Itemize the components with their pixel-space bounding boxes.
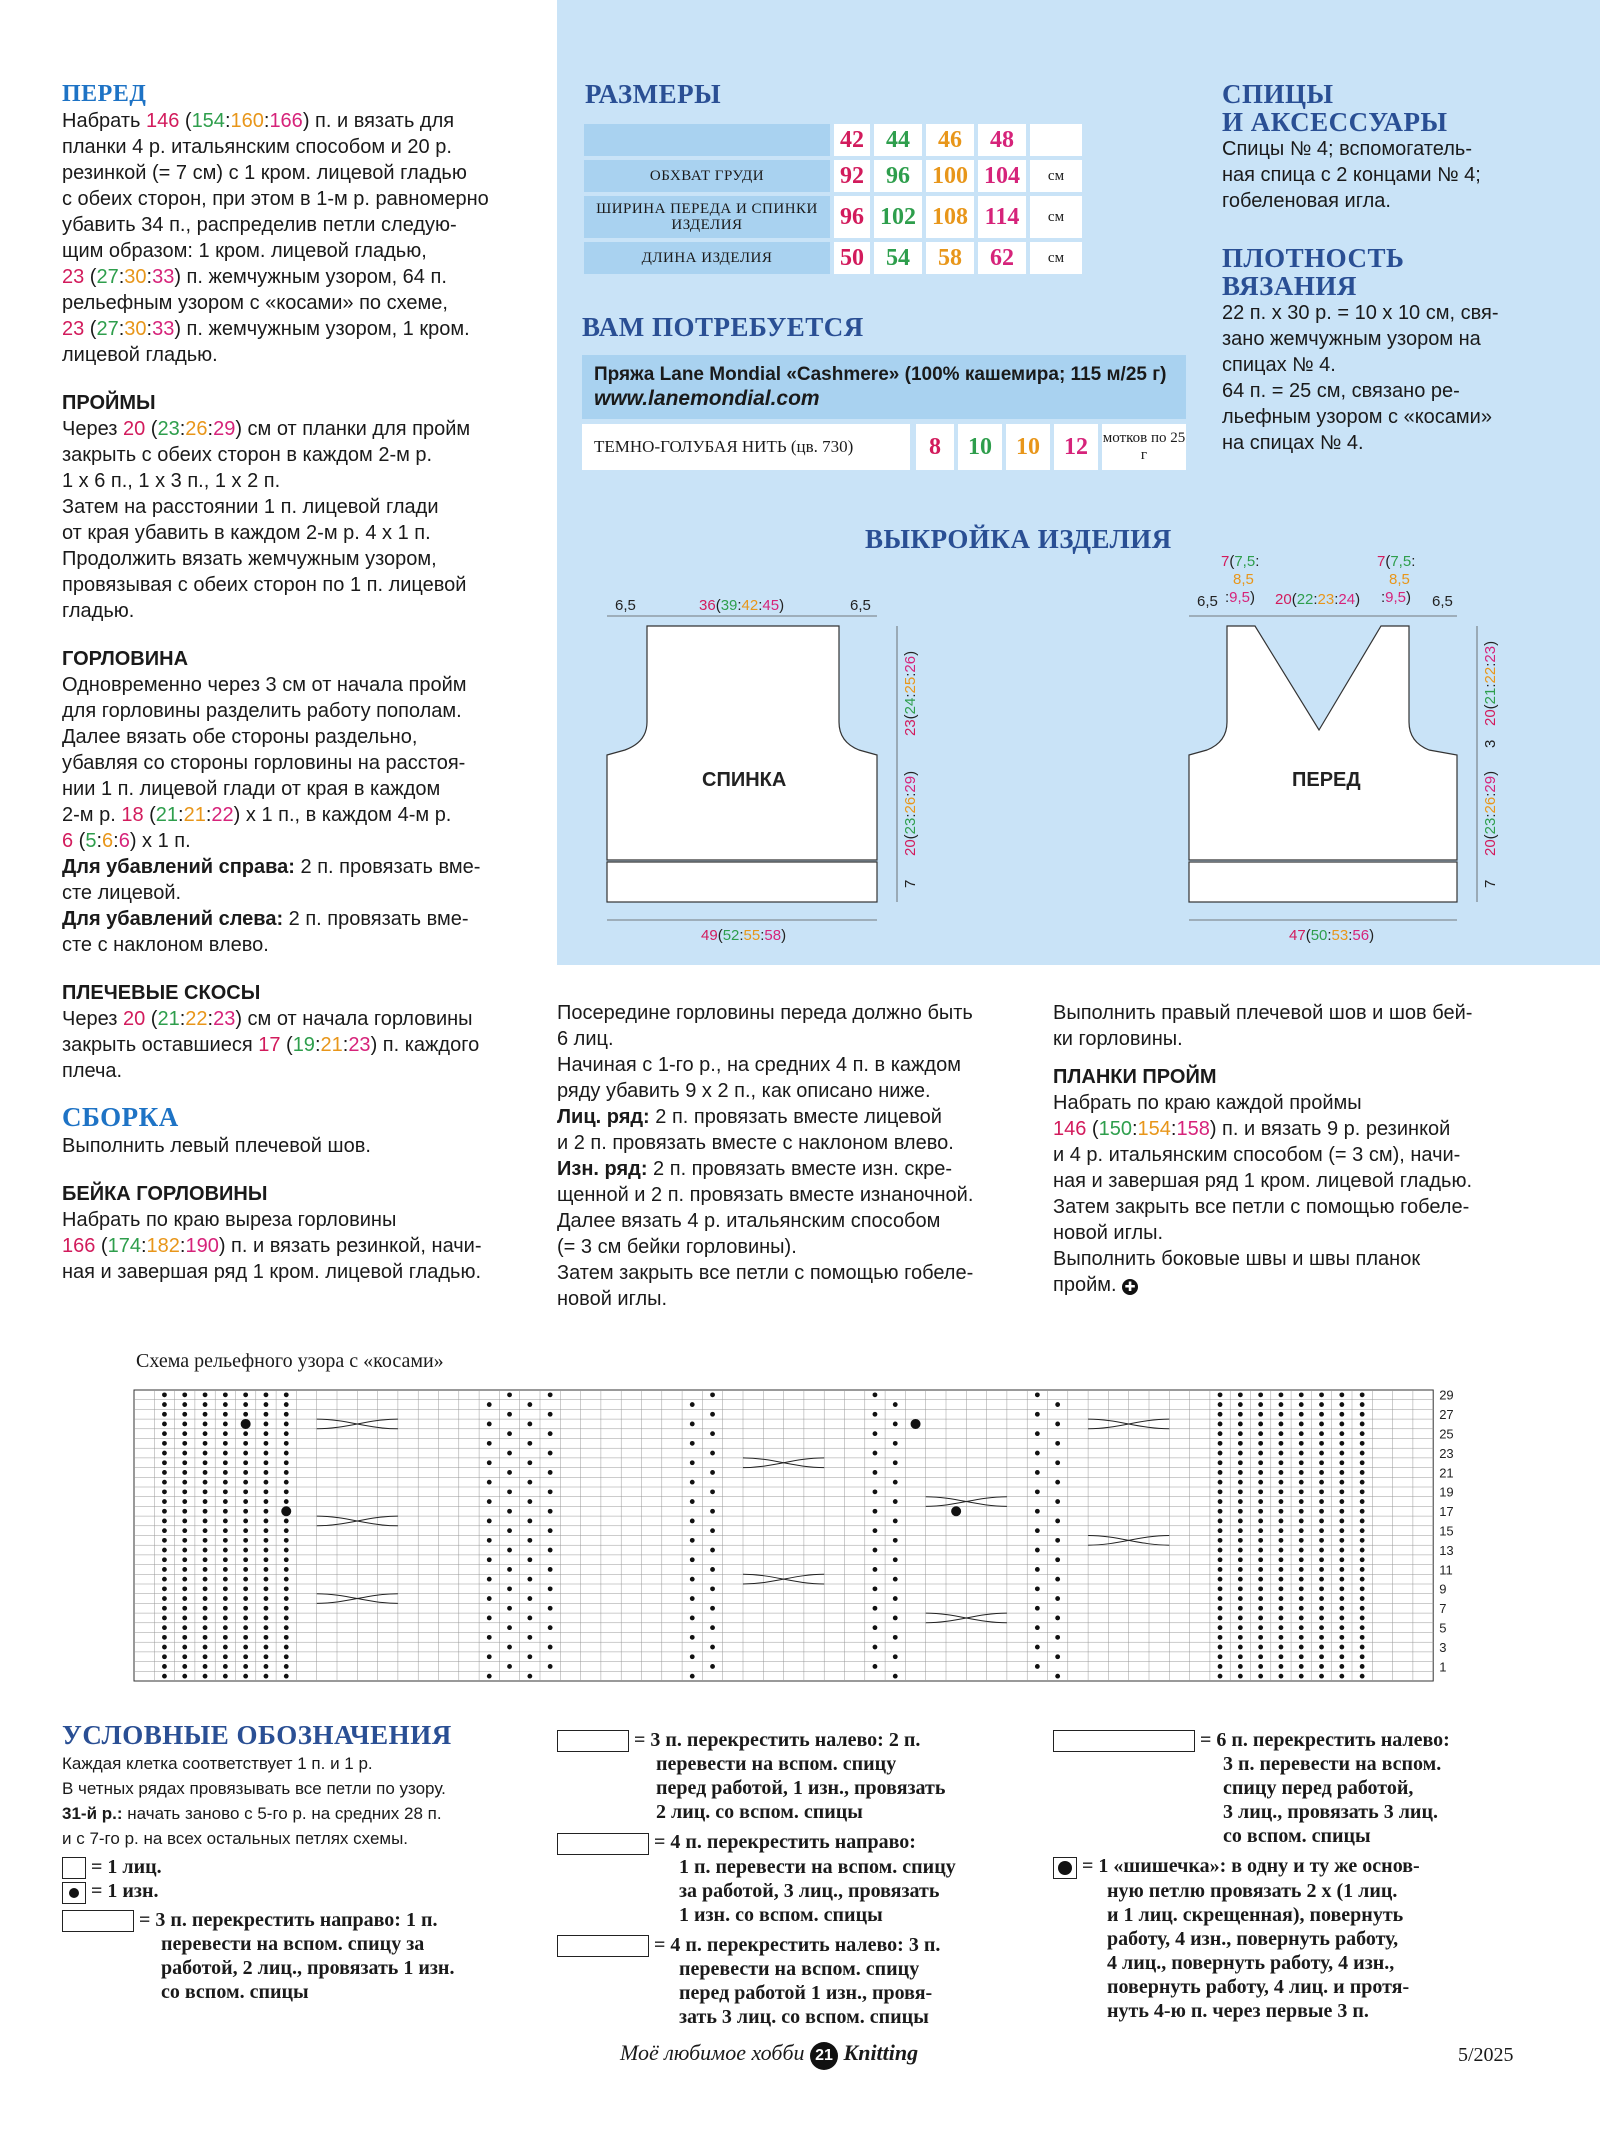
cell: 96 <box>874 160 922 192</box>
legend-item: нуть 4-ю п. через первые 3 п. <box>1107 1999 1369 2022</box>
cell: 62 <box>978 242 1026 274</box>
legend-item: = 4 п. перекрестить налево: 3 п. <box>654 1933 941 1956</box>
chart-row-number: 11 <box>1439 1562 1453 1578</box>
legend-note: начать заново с 5-го р. на средних 28 п. <box>122 1804 442 1823</box>
front-shoulder-width-left-m: :9,5) <box>1225 589 1256 606</box>
chart-row-number: 17 <box>1439 1504 1454 1520</box>
assembly-title: СБОРКА <box>62 1102 179 1132</box>
footer <box>620 2040 918 2070</box>
cell: 114 <box>978 196 1026 238</box>
neckline-title: ГОРЛОВИНА <box>62 648 189 670</box>
legend-note: В четных рядах провязывать все петли по узору. <box>62 1779 446 1798</box>
mid-line: и 2 п. провязать вместе с наклоном влево. <box>557 1132 954 1154</box>
back-band-height: 7 <box>902 879 919 888</box>
mid-line: (= 3 см бейки горловины). <box>557 1236 797 1258</box>
yarn-count: 12 <box>1054 424 1098 470</box>
density-line: на спицах № 4. <box>1222 432 1364 454</box>
tools-line: гобеленовая игла. <box>1222 190 1391 212</box>
back-top-width: 36(39:42:45) <box>699 597 785 614</box>
purl-symbol-icon <box>62 1882 86 1904</box>
cell: 104 <box>978 160 1026 192</box>
legend-item: перед работой 1 изн., провя- <box>679 1982 933 2005</box>
chart-row-number: 9 <box>1439 1581 1447 1597</box>
cross-right-4-icon <box>557 1833 649 1855</box>
issue-number: 5/2025 <box>1458 2044 1514 2066</box>
mid-line: новой иглы. <box>557 1288 668 1310</box>
legend-item: и 1 лиц. скрещенная), повернуть <box>1107 1903 1404 1926</box>
yarn-count: 10 <box>1006 424 1050 470</box>
tools-line: ная спица с 2 концами № 4; <box>1222 164 1481 186</box>
legend-item: перевести на вспом. спицу за <box>161 1933 425 1956</box>
armhole-text: Через 20 (23:26:29) см от планки для пройм закрыть с обеих сторон в каждом 2-м р. 1 х 6 п., 1 х 3 п., 1 х 2 п. Затем на расстоянии 1 п. лицевой глади от края убавить в каждом 2-м р. 4 х 1 п. Продолжить вязать жемчужным узором, провязывая с обеих сторон по 1 п. лицевой гладью. <box>62 418 471 622</box>
left-column <box>62 80 542 1285</box>
cell: 100 <box>926 160 974 192</box>
size-head: 46 <box>926 124 974 156</box>
chart-row-number: 5 <box>1439 1620 1447 1636</box>
need-title: ВАМ ПОТРЕБУЕТСЯ <box>582 312 864 342</box>
legend-item: 1 изн. со вспом. спицы <box>679 1903 883 1926</box>
legend-note-bold: 31-й р.: <box>62 1804 123 1823</box>
front-shoulder-width-right: 7(7,5: <box>1377 553 1416 570</box>
garment-schematic <box>557 540 1600 960</box>
right-line: и 4 р. итальянским способом (= 3 см), начи- <box>1053 1144 1461 1166</box>
legend-item: = 1 лиц. <box>91 1856 162 1878</box>
tools-title-1: СПИЦЫ <box>1222 79 1334 109</box>
legend-item: 3 лиц., провязать 3 лиц. <box>1223 1801 1438 1824</box>
chart-row-number: 3 <box>1439 1639 1447 1655</box>
chart-row-number: 27 <box>1439 1407 1454 1423</box>
back-bottom-width: 49(52:55:58) <box>701 927 787 944</box>
legend-note: и с 7-го р. на всех остальных петлях схемы. <box>62 1829 409 1848</box>
knit-symbol-icon <box>62 1857 86 1879</box>
legend-item: зать 3 лиц. со вспом. спицы <box>679 2006 929 2029</box>
right-line: пройм. <box>1053 1274 1117 1296</box>
shoulder-text: Через 20 (21:22:23) см от начала горловины закрыть оставшиеся 17 (19:21:23) п. каждого плеча. <box>62 1008 480 1082</box>
chart-row-number: 29 <box>1439 1387 1454 1403</box>
back-side-width-right: 6,5 <box>850 597 871 614</box>
legend-item: 1 п. перевести на вспом. спицу <box>679 1855 956 1878</box>
left-decrease-text: 2 п. провязать вме- <box>283 908 469 930</box>
mid-line: Затем закрыть все петли с помощью гобеле- <box>557 1262 974 1284</box>
legend-item: = 3 п. перекрестить налево: 2 п. <box>634 1729 921 1751</box>
yarn-box <box>582 355 1186 419</box>
legend-right <box>1053 1728 1593 2023</box>
cross-left-4-icon <box>557 1935 649 1957</box>
left-decrease-text-2: сте с наклоном влево. <box>62 934 269 956</box>
cell: 50 <box>834 242 870 274</box>
mid-line: Посередине горловины переда должно быть <box>557 1002 973 1024</box>
front-gap-height: 3 <box>1482 739 1499 748</box>
right-line: ная и завершая ряд 1 кром. лицевой гладью. <box>1053 1170 1473 1192</box>
neckband-text: Набрать по краю выреза горловины 166 (174:182:190) п. и вязать резинкой, начи- ная и завершая ряд 1 кром. лицевой гладью. <box>62 1209 482 1283</box>
legend-item: перевести на вспом. спицу <box>679 1958 920 1981</box>
legend-item: работу, 4 изн., повернуть работу, <box>1107 1927 1399 1950</box>
front-shoulder-width-left: 7(7,5: <box>1221 553 1260 570</box>
legend-left <box>62 1720 562 2004</box>
mid-line: ряду убавить 9 х 2 п., как описано ниже. <box>557 1080 931 1102</box>
legend-item: = 6 п. перекрестить налево: <box>1200 1729 1450 1751</box>
back-armhole-height: 23(24:25:26) <box>902 650 919 736</box>
density-line: зано жемчужным узором на <box>1222 328 1481 350</box>
sizes-corner-cell <box>584 124 830 156</box>
right-decrease-text-2: сте лицевой. <box>62 882 182 904</box>
assembly-text: Выполнить левый плечевой шов. <box>62 1135 371 1157</box>
legend-item: 3 п. перевести на вспом. <box>1223 1753 1442 1776</box>
mid-line: 2 п. провязать вместе изн. скре- <box>647 1158 953 1180</box>
yarn-color-label: ТЕМНО-ГОЛУБАЯ НИТЬ (цв. 730) <box>582 424 910 470</box>
cell: 102 <box>874 196 922 238</box>
legend-item: перевести на вспом. спицу <box>656 1753 897 1776</box>
front-bottom-width: 47(50:53:56) <box>1289 927 1375 944</box>
right-line: Набрать по краю каждой проймы <box>1053 1092 1362 1114</box>
right-line: новой иглы. <box>1053 1222 1164 1244</box>
mid-line: Начиная с 1-го р., на средних 4 п. в каждом <box>557 1054 961 1076</box>
legend-item: за работой, 3 лиц., провязать <box>679 1879 940 1902</box>
density-line: 22 п. х 30 р. = 10 х 10 см, свя- <box>1222 302 1499 324</box>
legend-note: Каждая клетка соответствует 1 п. и 1 р. <box>62 1754 373 1773</box>
density-title-1: ПЛОТНОСТЬ <box>1222 243 1405 273</box>
sizes-table <box>580 120 1086 278</box>
brand-name: Knitting <box>843 2040 919 2065</box>
back-label: СПИНКА <box>702 769 787 791</box>
right-line: 146 (150:154:158) п. и вязать 9 р. резинкой <box>1053 1118 1451 1140</box>
legend-middle <box>557 1728 1057 2029</box>
right-column <box>1053 1000 1573 1298</box>
front-shoulder-width-left-o: 8,5 <box>1233 571 1254 588</box>
legend-item: = 3 п. перекрестить направо: 1 п. <box>139 1908 438 1931</box>
chart-row-number: 1 <box>1439 1659 1447 1675</box>
mid-line: щенной и 2 п. провязать вместе изнаночной. <box>557 1184 974 1206</box>
legend-item: ную петлю провязать 2 х (1 лиц. <box>1107 1879 1398 1902</box>
right-line: Выполнить боковые швы и швы планок <box>1053 1248 1421 1270</box>
front-outline <box>1189 626 1457 860</box>
yarn-text: Пряжа Lane Mondial «Cashmere» (100% кашемира; 115 м/25 г) <box>594 364 1167 385</box>
front-neck-width: 20(22:23:24) <box>1275 591 1361 608</box>
cell: 108 <box>926 196 974 238</box>
back-band <box>607 862 877 902</box>
back-outline <box>607 626 877 860</box>
unit-cell: см <box>1030 196 1082 238</box>
tools-block <box>1222 80 1592 456</box>
chart-row-number: 7 <box>1439 1601 1447 1617</box>
shoulder-title: ПЛЕЧЕВЫЕ СКОСЫ <box>62 982 261 1004</box>
density-title-2: ВЯЗАНИЯ <box>1222 271 1357 301</box>
right-line: ки горловины. <box>1053 1028 1183 1050</box>
legend-item: 4 лиц., повернуть работу, 4 изн., <box>1107 1951 1395 1974</box>
legend-item: 2 лиц. со вспом. спицы <box>656 1801 863 1824</box>
chart-row-number: 19 <box>1439 1484 1454 1500</box>
mid-line: 6 лиц. <box>557 1028 614 1050</box>
middle-column <box>557 1000 1037 1312</box>
unit-cell <box>1030 124 1082 156</box>
legend-title: УСЛОВНЫЕ ОБОЗНАЧЕНИЯ <box>62 1720 452 1750</box>
pattern-title: ВЫКРОЙКА ИЗДЕЛИЯ <box>865 524 1172 554</box>
cell: 92 <box>834 160 870 192</box>
yarn-count: 10 <box>958 424 1002 470</box>
face-row-label: Лиц. ряд: <box>557 1106 650 1128</box>
chart-row-number: 15 <box>1439 1523 1454 1539</box>
chart-title: Схема рельефного узора с «косами» <box>136 1350 444 1372</box>
cell: 54 <box>874 242 922 274</box>
magazine-name: Моё любимое хобби <box>620 2040 805 2065</box>
back-body-height: 20(23:26:29) <box>902 770 919 856</box>
yarn-count: 8 <box>916 424 954 470</box>
tools-line: Спицы № 4; вспомогатель- <box>1222 138 1472 160</box>
neckline-text: Одновременно через 3 см от начала пройм для горловины разделить работу пополам. Далее вязать обе стороны раздельно, убавляя со стороны горловины на расстоя- нии 1 п. лицевой глади от края в каждом 2-м р. 18 (21:21:22) х 1 п., в каждом 4-м р. 6 (5:6:6) х 1 п. Для убавлений справа: 2 п. провязать вме- сте лицевой. Для убавлений слева: 2 п. провязать вме- сте с наклоном влево. <box>62 674 481 956</box>
front-body-height: 20(23:26:29) <box>1482 770 1499 856</box>
front-side-width: 6,5 <box>1197 593 1218 610</box>
legend-item: со вспом. спицы <box>161 1981 309 2004</box>
yarn-count-row <box>582 424 1186 470</box>
front-text: Набрать 146 (154:160:166) п. и вязать для планки 4 р. итальянским способом и 20 р. резинкой (= 7 см) с 1 кром. лицевой гладью с обеих сторон, при этом в 1-м р. равномерно убавить 34 п., распределив петли следую- щим образом: 1 кром. лицевой гладью, 23 (27:30:33) п. жемчужным узором, 64 п. рельефным узором с «косами» по схеме, 23 (27:30:33) п. жемчужным узором, 1 кром. лицевой гладью. <box>62 110 489 366</box>
legend-item: работой, 2 лиц., провязать 1 изн. <box>161 1957 455 1980</box>
legend-item: = 4 п. перекрестить направо: <box>654 1831 916 1854</box>
density-line: спицах № 4. <box>1222 354 1336 376</box>
cell: 58 <box>926 242 974 274</box>
back-side-width: 6,5 <box>615 597 636 614</box>
chart-row-number: 21 <box>1439 1465 1454 1481</box>
yarn-unit: мотков по 25 г <box>1102 424 1186 470</box>
chart-row-number: 25 <box>1439 1426 1454 1442</box>
chart-row-number: 13 <box>1439 1542 1454 1558</box>
row-label: ДЛИНА ИЗДЕЛИЯ <box>584 242 830 274</box>
legend-item: = 1 изн. <box>91 1880 159 1903</box>
legend-item: перед работой, 1 изн., провязать <box>656 1777 946 1800</box>
cell: 96 <box>834 196 870 238</box>
legend-item: со вспом. спицы <box>1223 1825 1371 1848</box>
cross-right-3-icon <box>62 1910 134 1932</box>
mid-line: 2 п. провязать вместе лицевой <box>649 1106 942 1128</box>
front-shoulder-width-right-m: :9,5) <box>1381 589 1412 606</box>
chart-row-number: 23 <box>1439 1445 1454 1461</box>
front-band <box>1189 862 1457 902</box>
yarn-site: www.lanemondial.com <box>594 387 820 410</box>
front-title: ПЕРЕД <box>62 81 147 107</box>
cross-left-6-icon <box>1053 1730 1195 1752</box>
neckband-title: БЕЙКА ГОРЛОВИНЫ <box>62 1183 268 1205</box>
legend-item: = 1 «шишечка»: в одну и ту же основ- <box>1082 1855 1420 1878</box>
density-line: льефным узором с «косами» <box>1222 406 1492 428</box>
front-label: ПЕРЕД <box>1292 769 1361 791</box>
page-number: 21 <box>810 2042 838 2070</box>
front-band-height: 7 <box>1482 879 1499 888</box>
front-side-width-right: 6,5 <box>1432 593 1453 610</box>
stitch-chart <box>134 1387 1454 1690</box>
end-mark-icon: ✚ <box>1122 1279 1138 1295</box>
unit-cell: см <box>1030 160 1082 192</box>
cross-left-3-icon <box>557 1730 629 1752</box>
right-line: Выполнить правый плечевой шов и шов бей- <box>1053 1002 1473 1024</box>
armhole-bands-title: ПЛАНКИ ПРОЙМ <box>1053 1066 1217 1088</box>
tools-title-2: И АКСЕССУАРЫ <box>1222 107 1448 137</box>
legend-item: повернуть работу, 4 лиц. и протя- <box>1107 1975 1410 1998</box>
front-shoulder-width-right-o: 8,5 <box>1389 571 1410 588</box>
bobble-symbol-icon <box>1053 1857 1077 1879</box>
right-decrease-label: Для убавлений справа: <box>62 856 295 878</box>
left-decrease-label: Для убавлений слева: <box>62 908 284 930</box>
size-head: 44 <box>874 124 922 156</box>
back-row-label: Изн. ряд: <box>557 1158 648 1180</box>
unit-cell: см <box>1030 242 1082 274</box>
armhole-title: ПРОЙМЫ <box>62 392 156 414</box>
density-line: 64 п. = 25 см, связано ре- <box>1222 380 1460 402</box>
front-v-height: 20(21:22:23) <box>1482 640 1499 726</box>
row-label: ОБХВАТ ГРУДИ <box>584 160 830 192</box>
mid-line: Далее вязать 4 р. итальянским способом <box>557 1210 941 1232</box>
right-line: Затем закрыть все петли с помощью гобеле- <box>1053 1196 1470 1218</box>
right-decrease-text: 2 п. провязать вме- <box>294 856 481 878</box>
sizes-title: РАЗМЕРЫ <box>585 79 722 109</box>
size-head: 48 <box>978 124 1026 156</box>
size-head: 42 <box>834 124 870 156</box>
row-label: ШИРИНА ПЕРЕДА И СПИНКИ ИЗДЕЛИЯ <box>584 196 830 238</box>
legend-item: спицу перед работой, <box>1223 1777 1414 1800</box>
